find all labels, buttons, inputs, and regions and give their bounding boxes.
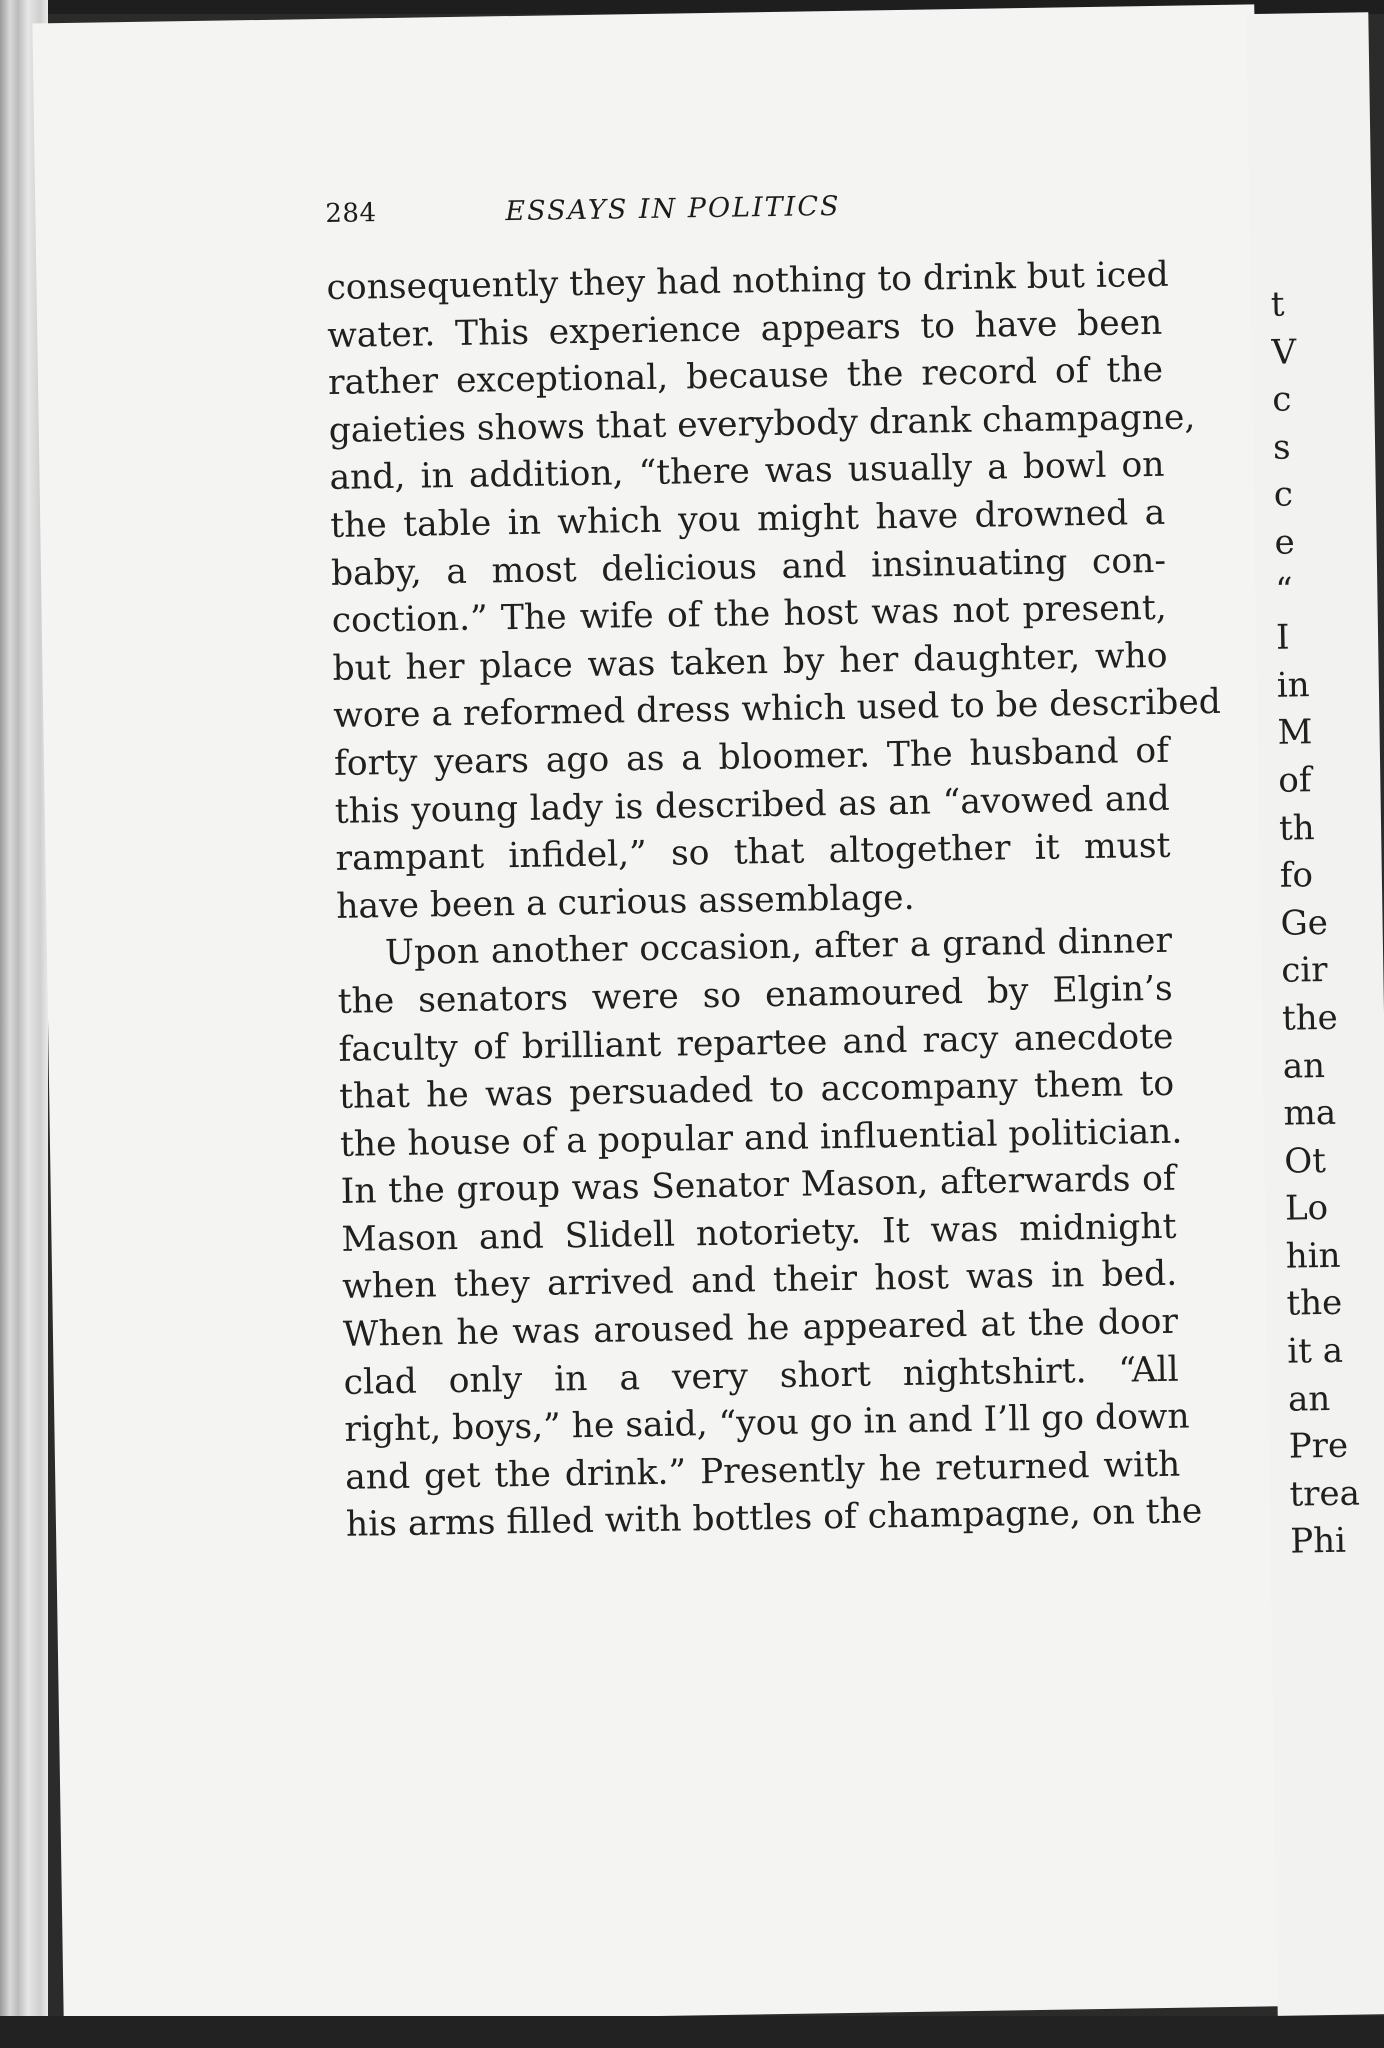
facing-page-fragment: Pre xyxy=(1288,1425,1349,1467)
facing-page-fragment: c xyxy=(1273,474,1294,516)
text-line: that he was persuaded to accompany them to xyxy=(338,1063,1175,1117)
text-line: rampant infidel,” so that altogether it must xyxy=(335,825,1171,880)
text-line: the table in which you might have drowned a xyxy=(329,492,1166,546)
text-line: gaieties shows that everybody drank champagne, xyxy=(328,397,1196,451)
text-line: Upon another occasion, after a grand dinner xyxy=(384,921,1173,974)
facing-page-fragment: I xyxy=(1275,617,1290,658)
page-body xyxy=(326,252,1222,1550)
facing-page-fragment: s xyxy=(1272,427,1291,468)
facing-page-fragment: hin xyxy=(1285,1235,1341,1277)
text-line: clad only in a very short nightshirt. “All xyxy=(343,1349,1179,1403)
text-line: coction.” The wife of the host was not present, xyxy=(331,587,1168,642)
paragraph xyxy=(326,252,1222,931)
facing-page-fragment: Lo xyxy=(1284,1188,1329,1229)
facing-page-fragment: ma xyxy=(1283,1092,1337,1134)
text-line: and, in addition, “there was usually a bowl on xyxy=(329,445,1165,499)
text-line: have been a curious assemblage. xyxy=(335,877,915,927)
text-line: the house of a popular and influential politician. xyxy=(339,1111,1183,1165)
text-line: Mason and Slidell notoriety. It was midnight xyxy=(341,1206,1177,1260)
text-line: water. This experience appears to have been xyxy=(326,302,1163,356)
facing-page-fragments xyxy=(1270,281,1360,1567)
facing-page-fragment: of xyxy=(1278,760,1312,801)
text-line: forty years ago as a bloomer. The husband of xyxy=(333,730,1170,784)
facing-page-fragment: t xyxy=(1270,284,1285,325)
text-line: wore a reformed dress which used to be described xyxy=(332,682,1222,737)
text-line: and get the drink.” Presently he returned with xyxy=(344,1444,1181,1498)
text-line: rather exceptional, because the record of the xyxy=(327,350,1164,404)
text-line: his arms filled with bottles of champagne, on the xyxy=(345,1491,1203,1546)
text-line: consequently they had nothing to drink but iced xyxy=(326,254,1169,308)
facing-page-fragment: c xyxy=(1272,379,1292,420)
book-page xyxy=(32,4,1285,2025)
text-line: baby, a most delicious and insinuating con- xyxy=(330,540,1167,594)
text-line: right, boys,” he said, “you go in and I’ll go down xyxy=(344,1396,1190,1451)
facing-page-fragment: in xyxy=(1276,664,1310,706)
text-line: When he was aroused he appeared at the door xyxy=(342,1301,1179,1355)
facing-page-fragment: trea xyxy=(1289,1473,1361,1515)
scan-bottom-border xyxy=(0,2016,1384,2048)
running-title: ESSAYS IN POLITICS xyxy=(505,190,841,228)
text-line: when they arrived and their host was in bed. xyxy=(341,1254,1178,1308)
facing-page-fragment: an xyxy=(1282,1045,1326,1087)
text-line: this young lady is described as an “avowed and xyxy=(334,778,1170,832)
facing-page-fragment: th xyxy=(1278,807,1315,849)
facing-page-fragment: the xyxy=(1286,1283,1343,1325)
facing-page-fragment: the xyxy=(1281,997,1339,1039)
paragraph xyxy=(337,918,1203,1550)
text-line: but her place was taken by her daughter, who xyxy=(332,635,1168,689)
text-line: faculty of brilliant repartee and racy anecdote xyxy=(338,1016,1174,1070)
facing-page-fragment: Phi xyxy=(1289,1521,1347,1563)
text-line: the senators were so enamoured by Elgin’s xyxy=(337,968,1173,1022)
facing-page-fragment: Ge xyxy=(1280,902,1329,944)
facing-page-fragment: fo xyxy=(1279,855,1314,896)
facing-page-fragment: “ xyxy=(1275,570,1294,611)
page-number: 284 xyxy=(325,198,377,229)
facing-page-fragment: an xyxy=(1287,1378,1331,1420)
facing-page-fragment: it a xyxy=(1286,1330,1344,1372)
facing-page-fragment: cir xyxy=(1281,950,1328,992)
facing-page-fragment: V xyxy=(1271,331,1297,373)
facing-page-fragment: M xyxy=(1277,712,1313,754)
facing-page-fragment: e xyxy=(1274,522,1296,563)
page-header xyxy=(325,189,986,239)
text-line: In the group was Senator Mason, afterwards of xyxy=(340,1159,1176,1213)
facing-page-fragment: Ot xyxy=(1284,1140,1327,1182)
